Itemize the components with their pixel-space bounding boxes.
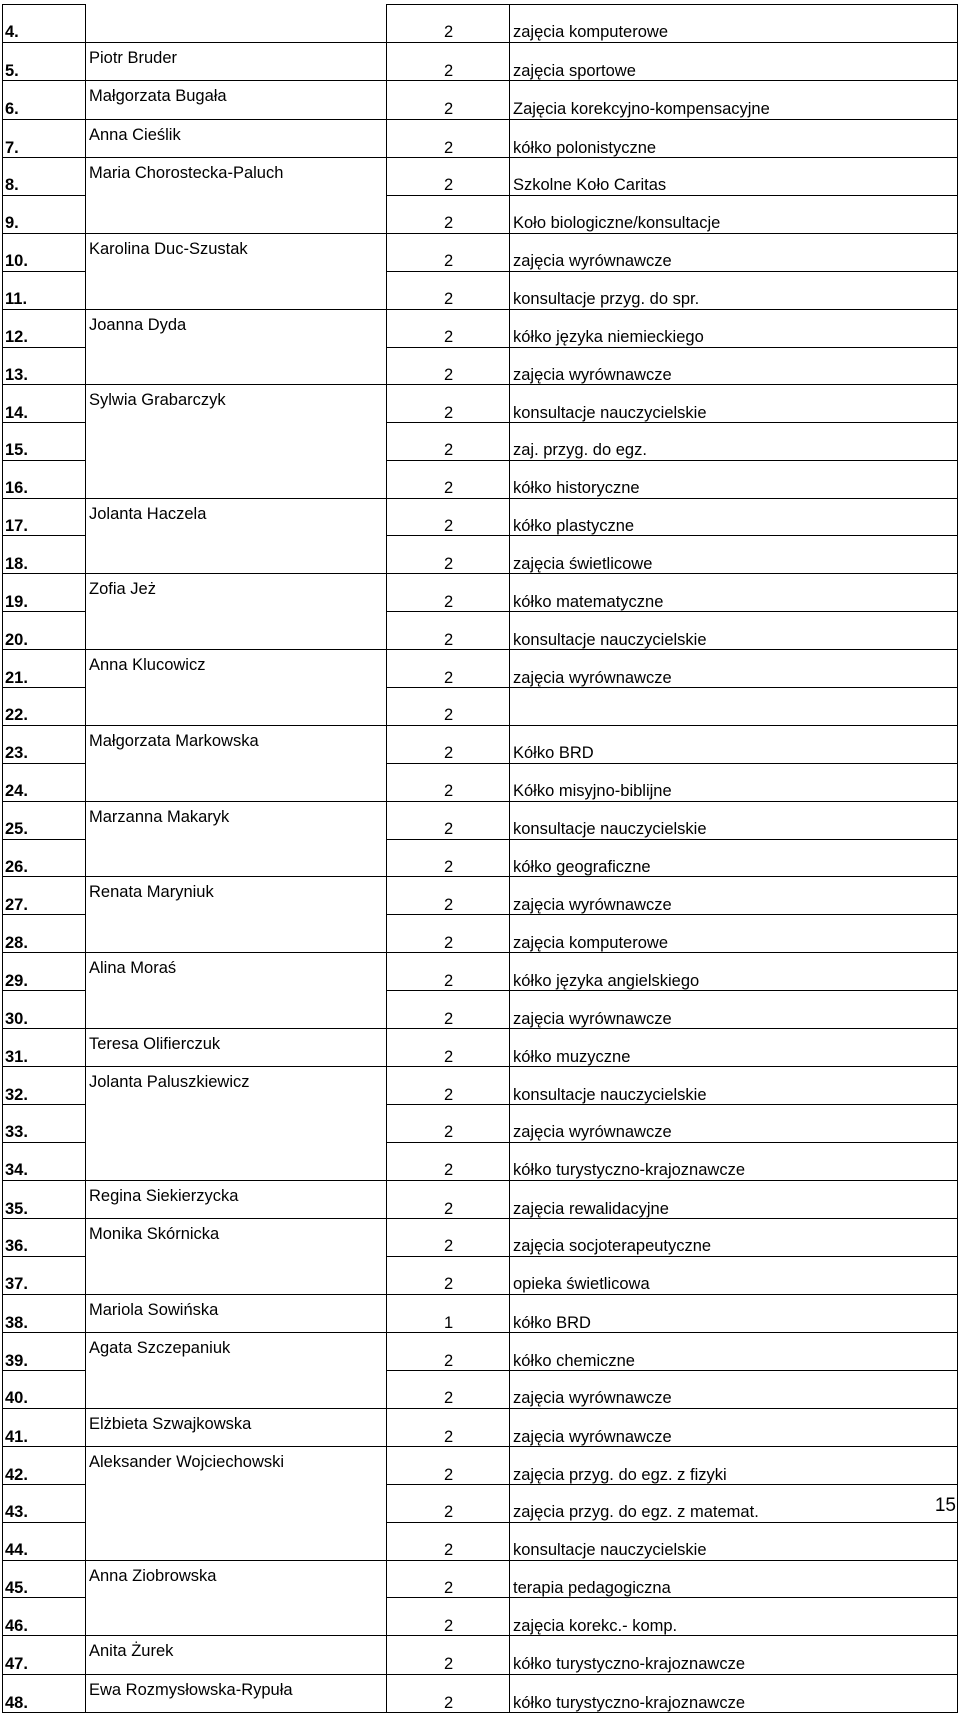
table-row xyxy=(3,839,958,877)
hours-count: 2 xyxy=(387,195,510,233)
hours-count: 2 xyxy=(387,536,510,574)
hours-count: 2 xyxy=(387,1105,510,1142)
activity-name: kółko muzyczne xyxy=(510,1029,958,1067)
teacher-name xyxy=(86,839,387,877)
table-row xyxy=(3,1522,958,1560)
hours-count: 2 xyxy=(387,1333,510,1371)
hours-count: 2 xyxy=(387,5,510,43)
hours-count: 2 xyxy=(387,1408,510,1446)
row-number: 28. xyxy=(3,915,86,953)
table-row xyxy=(3,498,958,536)
hours-count: 2 xyxy=(387,953,510,991)
row-number: 41. xyxy=(3,1408,86,1446)
teacher-name: Jolanta Haczela xyxy=(86,498,387,536)
table-row xyxy=(3,801,958,839)
hours-count: 2 xyxy=(387,271,510,309)
activity-name: Kółko misyjno-biblijne xyxy=(510,763,958,801)
activity-name: Szkolne Koło Caritas xyxy=(510,158,958,196)
table-row xyxy=(3,1142,958,1180)
row-number: 38. xyxy=(3,1294,86,1332)
teacher-name: Piotr Bruder xyxy=(86,42,387,80)
row-number: 30. xyxy=(3,991,86,1029)
row-number: 44. xyxy=(3,1522,86,1560)
teacher-name: Mariola Sowińska xyxy=(86,1294,387,1332)
activity-name: zaj. przyg. do egz. xyxy=(510,423,958,460)
hours-count: 2 xyxy=(387,688,510,726)
activity-name: zajęcia wyrównawcze xyxy=(510,991,958,1029)
activity-name: zajęcia socjoterapeutyczne xyxy=(510,1219,958,1257)
table-row xyxy=(3,81,958,119)
teacher-name xyxy=(86,1105,387,1142)
row-number: 5. xyxy=(3,42,86,80)
activity-name: kółko plastyczne xyxy=(510,498,958,536)
row-number: 18. xyxy=(3,536,86,574)
table-row xyxy=(3,1105,958,1142)
teacher-name xyxy=(86,195,387,233)
teacher-name xyxy=(86,763,387,801)
table-row xyxy=(3,574,958,612)
row-number: 35. xyxy=(3,1180,86,1218)
teacher-name: Anita Żurek xyxy=(86,1636,387,1674)
hours-count: 2 xyxy=(387,1560,510,1598)
teacher-name: Sylwia Grabarczyk xyxy=(86,385,387,423)
row-number: 34. xyxy=(3,1142,86,1180)
table-row xyxy=(3,460,958,498)
table-row xyxy=(3,536,958,574)
table-row xyxy=(3,309,958,347)
hours-count: 2 xyxy=(387,1598,510,1636)
table-row xyxy=(3,271,958,309)
hours-count: 2 xyxy=(387,725,510,763)
table-row xyxy=(3,612,958,650)
teacher-name: Monika Skórnicka xyxy=(86,1219,387,1257)
row-number: 47. xyxy=(3,1636,86,1674)
table-row xyxy=(3,119,958,157)
activity-name: zajęcia komputerowe xyxy=(510,5,958,43)
row-number: 6. xyxy=(3,81,86,119)
row-number: 45. xyxy=(3,1560,86,1598)
page-number: 15 xyxy=(934,1495,956,1516)
row-number: 16. xyxy=(3,460,86,498)
teacher-name: Anna Klucowicz xyxy=(86,650,387,688)
table-row xyxy=(3,953,958,991)
teacher-name xyxy=(86,915,387,953)
teacher-name: Agata Szczepaniuk xyxy=(86,1333,387,1371)
table-row xyxy=(3,1636,958,1674)
activity-name: zajęcia przyg. do egz. z matemat. xyxy=(510,1485,958,1522)
table-row xyxy=(3,877,958,915)
table-row xyxy=(3,1067,958,1105)
hours-count: 2 xyxy=(387,1256,510,1294)
row-number: 37. xyxy=(3,1256,86,1294)
activity-name: kółko chemiczne xyxy=(510,1333,958,1371)
row-number: 43. xyxy=(3,1485,86,1522)
activity-name xyxy=(510,688,958,726)
teacher-name: Małgorzata Bugała xyxy=(86,81,387,119)
table-row xyxy=(3,1029,958,1067)
activity-name: kółko turystyczno-krajoznawcze xyxy=(510,1636,958,1674)
activity-name: Kółko BRD xyxy=(510,725,958,763)
row-number: 46. xyxy=(3,1598,86,1636)
row-number: 19. xyxy=(3,574,86,612)
hours-count: 2 xyxy=(387,574,510,612)
teacher-name xyxy=(86,1522,387,1560)
hours-count: 2 xyxy=(387,1219,510,1257)
activity-name: kółko historyczne xyxy=(510,460,958,498)
row-number: 20. xyxy=(3,612,86,650)
activity-name: konsultacje nauczycielskie xyxy=(510,801,958,839)
table-row xyxy=(3,1294,958,1332)
activity-name: kółko języka angielskiego xyxy=(510,953,958,991)
activity-name: kółko polonistyczne xyxy=(510,119,958,157)
activity-name: konsultacje przyg. do spr. xyxy=(510,271,958,309)
teacher-name xyxy=(86,423,387,460)
activity-name: zajęcia wyrównawcze xyxy=(510,1408,958,1446)
table-row xyxy=(3,1560,958,1598)
table-row xyxy=(3,1256,958,1294)
activities-table-body xyxy=(3,5,958,1713)
hours-count: 2 xyxy=(387,801,510,839)
table-row xyxy=(3,688,958,726)
teacher-name: Jolanta Paluszkiewicz xyxy=(86,1067,387,1105)
row-number: 40. xyxy=(3,1371,86,1409)
activity-name: konsultacje nauczycielskie xyxy=(510,612,958,650)
table-row xyxy=(3,725,958,763)
row-number: 36. xyxy=(3,1219,86,1257)
teacher-name: Alina Moraś xyxy=(86,953,387,991)
activity-name: zajęcia sportowe xyxy=(510,42,958,80)
row-number: 22. xyxy=(3,688,86,726)
row-number: 29. xyxy=(3,953,86,991)
activities-table xyxy=(2,4,958,1713)
table-row xyxy=(3,423,958,460)
row-number: 27. xyxy=(3,877,86,915)
hours-count: 2 xyxy=(387,1029,510,1067)
activity-name: zajęcia wyrównawcze xyxy=(510,1105,958,1142)
table-row xyxy=(3,763,958,801)
row-number: 15. xyxy=(3,423,86,460)
row-number: 14. xyxy=(3,385,86,423)
activity-name: opieka świetlicowa xyxy=(510,1256,958,1294)
hours-count: 2 xyxy=(387,1485,510,1522)
row-number: 24. xyxy=(3,763,86,801)
teacher-name: Karolina Duc-Szustak xyxy=(86,233,387,271)
activity-name: zajęcia wyrównawcze xyxy=(510,233,958,271)
teacher-name: Teresa Olifierczuk xyxy=(86,1029,387,1067)
row-number: 17. xyxy=(3,498,86,536)
activity-name: zajęcia wyrównawcze xyxy=(510,347,958,385)
activity-name: zajęcia komputerowe xyxy=(510,915,958,953)
hours-count: 2 xyxy=(387,309,510,347)
teacher-name xyxy=(86,460,387,498)
hours-count: 2 xyxy=(387,119,510,157)
teacher-name: Ewa Rozmysłowska-Rypuła xyxy=(86,1674,387,1712)
activity-name: zajęcia świetlicowe xyxy=(510,536,958,574)
row-number: 31. xyxy=(3,1029,86,1067)
hours-count: 2 xyxy=(387,233,510,271)
table-row xyxy=(3,1180,958,1218)
hours-count: 2 xyxy=(387,81,510,119)
teacher-name: Anna Cieślik xyxy=(86,119,387,157)
hours-count: 2 xyxy=(387,423,510,460)
table-row xyxy=(3,158,958,196)
teacher-name xyxy=(86,1256,387,1294)
teacher-name xyxy=(86,271,387,309)
activity-name: konsultacje nauczycielskie xyxy=(510,1067,958,1105)
row-number: 26. xyxy=(3,839,86,877)
activity-name: kółko geograficzne xyxy=(510,839,958,877)
table-row xyxy=(3,1333,958,1371)
table-row xyxy=(3,1674,958,1712)
activity-name: zajęcia wyrównawcze xyxy=(510,1371,958,1409)
hours-count: 2 xyxy=(387,763,510,801)
hours-count: 2 xyxy=(387,42,510,80)
teacher-name: Renata Maryniuk xyxy=(86,877,387,915)
teacher-name xyxy=(86,688,387,726)
activity-name: zajęcia rewalidacyjne xyxy=(510,1180,958,1218)
teacher-name xyxy=(86,1371,387,1409)
hours-count: 2 xyxy=(387,991,510,1029)
row-number: 10. xyxy=(3,233,86,271)
table-row xyxy=(3,1219,958,1257)
activity-name: kółko turystyczno-krajoznawcze xyxy=(510,1674,958,1712)
row-number: 42. xyxy=(3,1447,86,1485)
activity-name: Zajęcia korekcyjno-kompensacyjne xyxy=(510,81,958,119)
hours-count: 2 xyxy=(387,1522,510,1560)
row-number: 4. xyxy=(3,5,86,43)
teacher-name: Zofia Jeż xyxy=(86,574,387,612)
teacher-name xyxy=(86,536,387,574)
teacher-name xyxy=(86,991,387,1029)
hours-count: 2 xyxy=(387,1067,510,1105)
row-number: 33. xyxy=(3,1105,86,1142)
hours-count: 2 xyxy=(387,612,510,650)
table-row xyxy=(3,42,958,80)
activity-name: kółko matematyczne xyxy=(510,574,958,612)
hours-count: 2 xyxy=(387,498,510,536)
activity-name: kółko języka niemieckiego xyxy=(510,309,958,347)
teacher-name xyxy=(86,1142,387,1180)
teacher-name xyxy=(86,612,387,650)
activity-name: zajęcia wyrównawcze xyxy=(510,877,958,915)
teacher-name xyxy=(86,5,387,43)
activity-name: kółko turystyczno-krajoznawcze xyxy=(510,1142,958,1180)
table-row xyxy=(3,195,958,233)
teacher-name: Joanna Dyda xyxy=(86,309,387,347)
table-row xyxy=(3,915,958,953)
hours-count: 2 xyxy=(387,460,510,498)
teacher-name: Małgorzata Markowska xyxy=(86,725,387,763)
teacher-name xyxy=(86,1598,387,1636)
row-number: 39. xyxy=(3,1333,86,1371)
activity-name: zajęcia przyg. do egz. z fizyki xyxy=(510,1447,958,1485)
table-row xyxy=(3,991,958,1029)
hours-count: 2 xyxy=(387,1636,510,1674)
teacher-name: Aleksander Wojciechowski xyxy=(86,1447,387,1485)
table-row xyxy=(3,1408,958,1446)
row-number: 23. xyxy=(3,725,86,763)
table-row xyxy=(3,233,958,271)
row-number: 32. xyxy=(3,1067,86,1105)
table-row xyxy=(3,650,958,688)
activity-name: zajęcia wyrównawcze xyxy=(510,650,958,688)
activity-name: zajęcia korekc.- komp. xyxy=(510,1598,958,1636)
table-row xyxy=(3,1598,958,1636)
table-row xyxy=(3,5,958,43)
hours-count: 2 xyxy=(387,1180,510,1218)
table-row xyxy=(3,385,958,423)
activity-name: konsultacje nauczycielskie xyxy=(510,1522,958,1560)
row-number: 9. xyxy=(3,195,86,233)
hours-count: 2 xyxy=(387,877,510,915)
hours-count: 1 xyxy=(387,1294,510,1332)
table-row xyxy=(3,347,958,385)
hours-count: 2 xyxy=(387,915,510,953)
row-number: 21. xyxy=(3,650,86,688)
activity-name: konsultacje nauczycielskie xyxy=(510,385,958,423)
hours-count: 2 xyxy=(387,158,510,196)
row-number: 12. xyxy=(3,309,86,347)
hours-count: 2 xyxy=(387,1674,510,1712)
row-number: 13. xyxy=(3,347,86,385)
teacher-name: Elżbieta Szwajkowska xyxy=(86,1408,387,1446)
hours-count: 2 xyxy=(387,1371,510,1409)
activity-name: kółko BRD xyxy=(510,1294,958,1332)
activity-name: Koło biologiczne/konsultacje xyxy=(510,195,958,233)
row-number: 11. xyxy=(3,271,86,309)
hours-count: 2 xyxy=(387,1447,510,1485)
table-row xyxy=(3,1371,958,1409)
hours-count: 2 xyxy=(387,385,510,423)
hours-count: 2 xyxy=(387,347,510,385)
teacher-name: Regina Siekierzycka xyxy=(86,1180,387,1218)
row-number: 7. xyxy=(3,119,86,157)
row-number: 48. xyxy=(3,1674,86,1712)
teacher-name: Anna Ziobrowska xyxy=(86,1560,387,1598)
hours-count: 2 xyxy=(387,1142,510,1180)
hours-count: 2 xyxy=(387,650,510,688)
row-number: 25. xyxy=(3,801,86,839)
row-number: 8. xyxy=(3,158,86,196)
hours-count: 2 xyxy=(387,839,510,877)
teacher-name: Marzanna Makaryk xyxy=(86,801,387,839)
activity-name: terapia pedagogiczna xyxy=(510,1560,958,1598)
table-row xyxy=(3,1447,958,1485)
teacher-name xyxy=(86,347,387,385)
teacher-name: Maria Chorostecka-Paluch xyxy=(86,158,387,196)
